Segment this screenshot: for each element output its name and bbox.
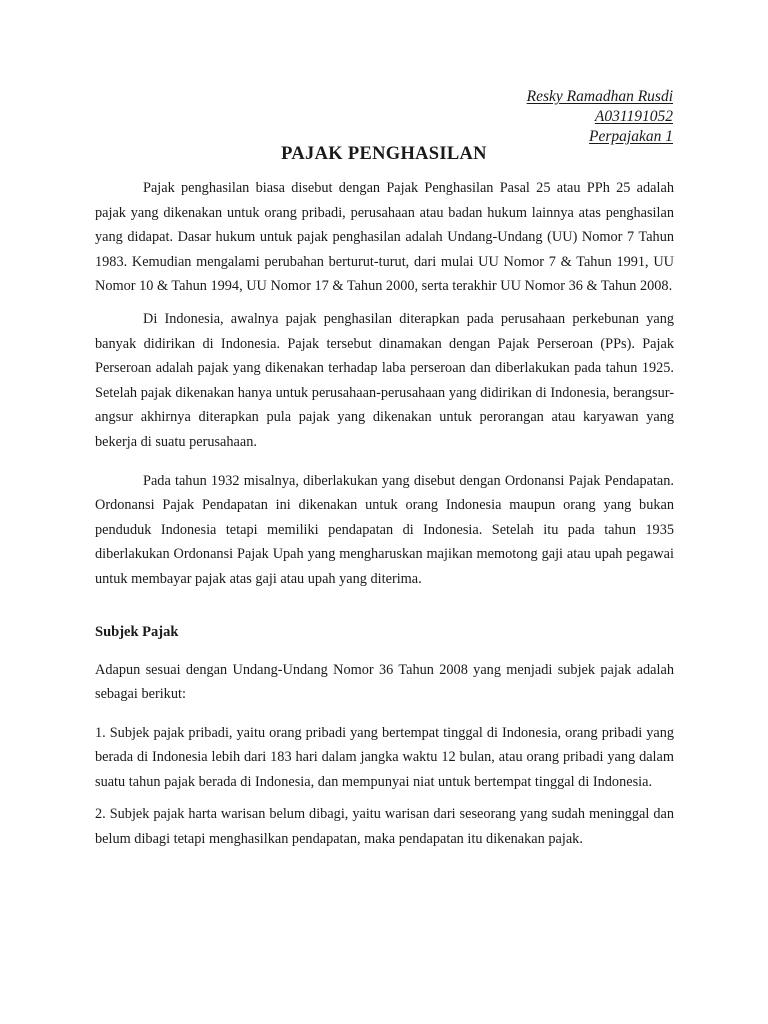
paragraph-2: Di Indonesia, awalnya pajak penghasilan diterapkan pada perusahaan perkebunan yang banyak didirikan di Indonesia. Pajak tersebut dinamakan dengan Pajak Perseroan (PPs). Pajak Perseroan adalah pajak yang dikenakan terhadap laba perseroan dan diberlakukan pada tahun 1925. Setelah pajak dikenakan hanya untuk perusahaan-perusahaan yang didirikan di Indonesia, berangsur-angsur akhirnya diterapkan pula pajak yang dikenakan untuk perorangan atau karyawan yang bekerja di suatu perusahaan. <box>95 310 674 450</box>
document-body <box>95 176 674 852</box>
paragraph-3: Pada tahun 1932 misalnya, diberlakukan yang disebut dengan Ordonansi Pajak Pendapatan. Ordonansi Pajak Pendapatan ini dikenakan untuk orang Indonesia maupun orang yang bukan penduduk Indonesia tetapi memiliki pendapatan di Indonesia. Setelah itu pada tahun 1935 diberlakukan Ordonansi Pajak Upah yang mengharuskan majikan memotong gaji atau upah pegawai untuk membayar pajak atas gaji atau upah yang diterima. <box>95 472 674 587</box>
student-id: A031191052 <box>594 108 673 125</box>
subjek-item-1: 1. Subjek pajak pribadi, yaitu orang pribadi yang bertempat tinggal di Indonesia, orang pribadi yang berada di Indonesia lebih dari 183 hari dalam jangka waktu 12 bulan, atau orang pribadi yang dalam suatu tahun pajak berada di Indonesia, dan mempunyai niat untuk bertempat tinggal di Indonesia. <box>95 724 674 790</box>
author-block <box>527 87 673 147</box>
document-title: PAJAK PENGHASILAN <box>281 144 487 164</box>
subjek-item-2: 2. Subjek pajak harta warisan belum dibagi, yaitu warisan dari seseorang yang sudah meninggal dan belum dibagi tetapi menghasilkan pendapatan, maka pendapatan itu dikenakan pajak. <box>95 806 674 848</box>
paragraph-1: Pajak penghasilan biasa disebut dengan Pajak Penghasilan Pasal 25 atau PPh 25 adalah pajak yang dikenakan untuk orang pribadi, perusahaan atau badan hukum lainnya atas penghasilan yang didapat. Dasar hukum untuk pajak penghasilan adalah Undang-Undang (UU) Nomor 7 Tahun 1983. Kemudian mengalami perubahan berturut-turut, dari mulai UU Nomor 7 & Tahun 1991, UU Nomor 10 & Tahun 1994, UU Nomor 17 & Tahun 2000, serta terakhir UU Nomor 36 & Tahun 2008. <box>95 180 674 295</box>
subjek-intro: Adapun sesuai dengan Undang-Undang Nomor 36 Tahun 2008 yang menjadi subjek pajak adalah sebagai berikut: <box>95 661 674 703</box>
author-name: Resky Ramadhan Rusdi <box>526 88 673 105</box>
section-heading-subjek-pajak: Subjek Pajak <box>95 623 179 640</box>
course-name: Perpajakan 1 <box>589 128 673 145</box>
